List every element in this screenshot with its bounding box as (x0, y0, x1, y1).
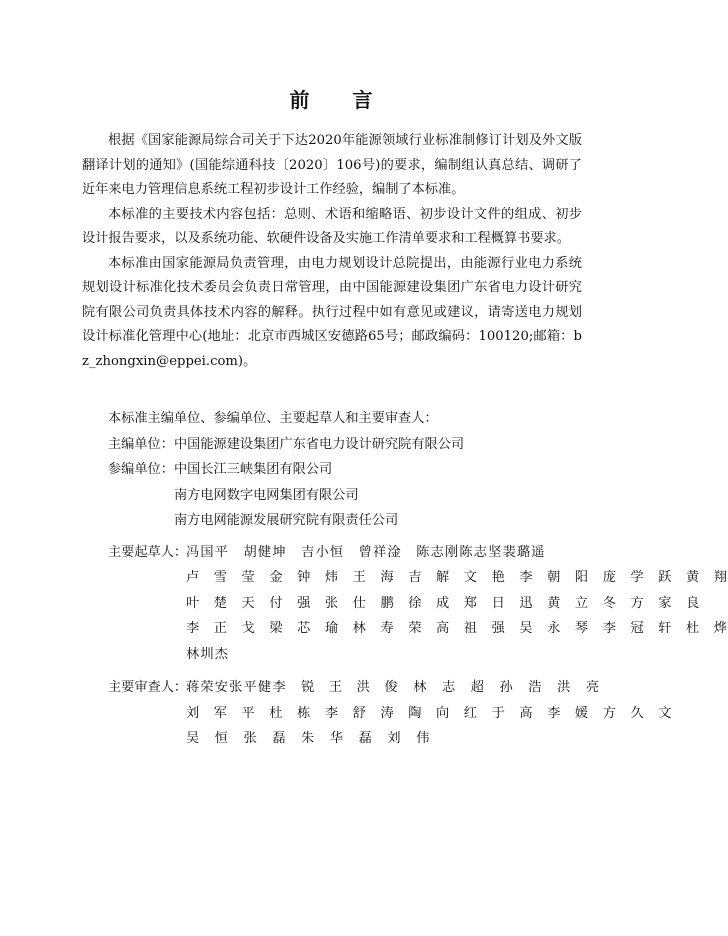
drafters-line: 冯国平 胡健坤 吉小恒 曾祥淦 陈志刚陈志坚裴璐遥 (186, 544, 546, 560)
main-unit-value: 中国能源建设集团广东省电力设计研究院有限公司 (174, 436, 465, 452)
drafters-line: 林圳杰 (186, 646, 230, 662)
preface-body (82, 129, 582, 374)
co-unit-value: 南方电网能源发展研究院有限责任公司 (174, 513, 399, 528)
reviewers-block (82, 675, 673, 752)
main-unit-row (82, 432, 582, 458)
paragraph-contents: 本标准的主要技术内容包括：总则、术语和缩略语、初步设计文件的组成、初步设计报告要求，以及系统功能、软硬件设备及实施工作清单要求和工程概算书要求。 (82, 206, 582, 246)
main-unit-label: 主编单位： (108, 436, 174, 452)
paragraph-management: 本标准由国家能源局负责管理，由电力规划设计总院提出，由能源行业电力系统规划设计标准化技术委员会负责日常管理，由中国能源建设集团广东省电力设计研究院有限公司负责具体技术内容的解释。执行过程中如有意见或建议，请寄送电力规划设计标准化管理中心(地址：北京市西城区安德路65号；邮政编码：100120;邮箱：bz_zhongxin@eppei.com)。 (82, 255, 582, 369)
drafters-line: 叶 楚 天 付 强 张 仕 鹏 徐 成 郑 日 迅 黄 立 冬 方 家 良 (186, 595, 701, 611)
drafters-line: 李 正 戈 梁 芯 瑜 林 寿 荣 高 祖 强 吴 永 琴 李 冠 轩 杜 烨 (186, 621, 728, 636)
co-unit-value: 中国长江三峡集团有限公司 (174, 462, 333, 477)
reviewers-label: 主要审查人： (108, 680, 188, 695)
drafters-label: 主要起草人： (108, 544, 188, 560)
page-title: 前 言 (289, 88, 391, 112)
paragraph-basis: 根据《国家能源局综合司关于下达2020年能源领域行业标准制修订计划及外文版翻译计划的通知》(国能综通科技〔2020〕106号)的要求，编制组认真总结、调研了近年来电力管理信息系统工程初步设计工作经验，编制了本标准。 (82, 133, 582, 197)
drafters-line: 卢 雪 莹 金 钟 炜 王 海 吉 解 文 艳 李 朝 阳 庞 学 跃 黄 翔 (186, 570, 728, 585)
reviewers-line: 蒋荣安张平健李 锐 王 洪 俊 林 志 超 孙 浩 洪 亮 (186, 680, 601, 695)
co-unit-label: 参编单位： (108, 462, 174, 477)
drafters-block (82, 540, 728, 668)
co-unit-value: 南方电网数字电网集团有限公司 (174, 487, 359, 503)
reviewers-line: 刘 军 平 杜 栋 李 舒 涛 陶 向 红 于 高 李 媛 方 久 文 (186, 705, 673, 721)
reviewers-line: 吴 恒 张 磊 朱 华 磊 刘 伟 (186, 731, 431, 746)
credits-section (82, 406, 728, 752)
co-unit-row (82, 457, 582, 534)
credits-intro: 本标准主编单位、参编单位、主要起草人和主要审查人： (108, 411, 438, 426)
